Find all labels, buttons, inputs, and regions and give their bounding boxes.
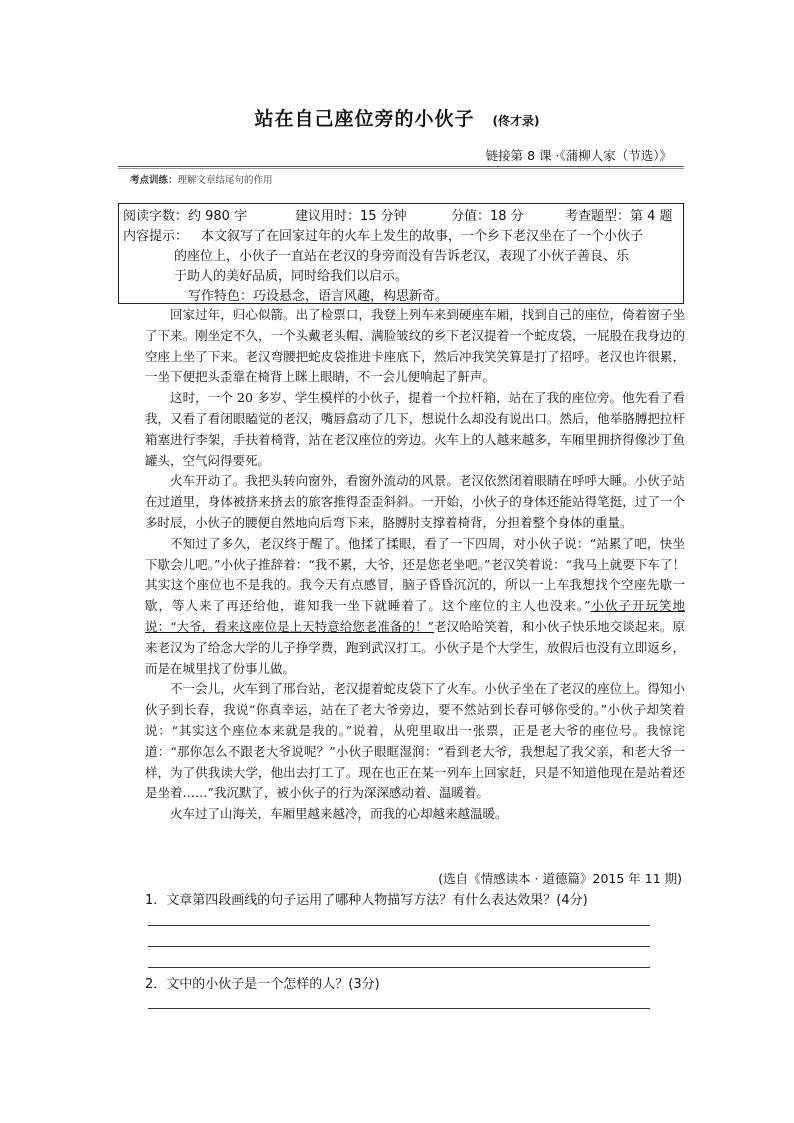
paragraph-2: 这时，一个 20 多岁、学生模样的小伙子，提着一个拉杆箱，站在了我的座位旁。他先看了看我，又看了看闭眼瞌觉的老汉，嘴唇翕动了几下，想说什么却没有说出口。然后，他举胳膊把拉杆箱塞进行李架，手扶着椅背，站在老汉座位的旁边。火车上的人越来越多，车厢里拥挤得像沙丁鱼罐头，空气闷得要死。 — [145, 390, 685, 468]
paragraph-6: 火车过了山海关，车厢里越来越冷，而我的心却越来越温暖。 — [170, 806, 508, 822]
reading-info-box — [118, 203, 684, 304]
paragraph-4-end: 老汉哈哈笑着，和小伙子快乐地交谈起来。原来老汉为了给念大学的儿子挣学费，跑到武汉打工。小伙子是个大学生，放假后也没有立即返乡，而是在城里找了份事儿做。 — [145, 618, 685, 676]
article-body — [145, 305, 685, 825]
article-title: 站在自己座位旁的小伙子 (佟才录) — [254, 108, 540, 130]
summary-line-3: 于助人的美好品质，同时给我们以启示。 — [174, 269, 409, 284]
suggested-time: 建议用时：15 分钟 — [295, 209, 407, 224]
article-author: (佟才录) — [492, 114, 540, 128]
paragraph-5: 不一会儿，火车到了邢台站，老汉提着蛇皮袋下了火车。小伙子坐在了老汉的座位上。得知小伙子到长春，我说“你真幸运，站在了老大爷旁边，要不然站到长春可够你受的。”小伙子却笑着说：“其实这个座位本来就是我的。”说着，从兜里取出一张票，正是老大爷的座位号。我惊诧道：“那你怎么不跟老大爷说呢？”小伙子眼眶湿润：“看到老大爷，我想起了我父亲，和老大爷一样，为了供我读大学，他出去打工了。现在也正在某一列车上回家赶，只是不知道他现在是站着还是坐着……”我沉默了，被小伙子的行为深深感动着、温暖着。 — [145, 681, 685, 801]
header-rule — [118, 166, 684, 167]
score: 分值：18 分 — [451, 209, 524, 224]
question-1: 1．文章第四段画线的句子运用了哪种人物描写方法？有什么表达效果？(4分) — [145, 893, 588, 908]
paragraph-4 — [145, 534, 685, 680]
paragraph-1: 回家过年，归心似箭。出了检票口，我登上列车来到硬座车厢，找到自己的座位，倚着窗子坐了下来。刚坐定不久，一个头戴老头帽、满脸皱纹的乡下老汉提着一个蛇皮袋，一屁股在我身边的空座上坐了下来。老汉弯腰把蛇皮袋推进卡座底下，然后冲我笑笑算是打了招呼。老汉也许很累，一坐下便把头歪靠在椅背上眯上眼睛，不一会儿便响起了鼾声。 — [145, 307, 685, 385]
answer-line[interactable] — [148, 1008, 650, 1009]
summary-line-2: 的座位上，小伙子一直站在老汉的身旁而没有告诉老汉，表现了小伙子善良、乐 — [174, 249, 630, 264]
summary-line-1: 本文叙写了在回家过年的火车上发生的故事，一个乡下老汉坐在了一个小伙子 — [201, 229, 644, 244]
source-citation: (选自《情感读本 · 道德篇》2015 年 11 期) — [438, 871, 682, 886]
question-type: 考查题型：第 4 题 — [565, 209, 673, 224]
word-count: 阅读字数：约 980 字 — [123, 209, 248, 224]
info-row — [123, 205, 679, 225]
paragraph-3: 火车开动了。我把头转向窗外，看窗外流动的风景。老汉依然闭着眼睛在呼呼大睡。小伙子站在过道里，身体被挤来挤去的旅客推得歪歪斜斜。一开始，小伙子的身体还能站得笔挺，过了一个多时辰，小伙子的腰便自然地向后弯下来，胳膊肘支撑着椅背，分担着整个身体的重量。 — [145, 473, 685, 530]
answer-line[interactable] — [148, 967, 650, 968]
paragraph-4-start: 不知过了多久，老汉终于醒了。他揉了揉眼，看了一下四周，对小伙子说：“站累了吧，快坐下歇会儿吧。”小伙子推辞着：“我不累，大爷，还是您老坐吧。”老汉笑着说：“我马上就要下车了！其实这个座位也不是我的。我今天有点感冒，脑子昏昏沉沉的，所以一上车我想找个空座先歇一歇，等人来了再还给他，谁知我一坐下就睡着了。这个座位的主人也没来。” — [145, 535, 685, 614]
skill-bar — [118, 172, 684, 186]
writing-feature: 写作特色：巧设悬念，语言风趣，构思新奇。 — [188, 289, 449, 304]
answer-line[interactable] — [148, 946, 650, 947]
summary-label: 内容提示： — [123, 229, 189, 244]
header-rule-thin — [118, 168, 684, 169]
underlined-sentence: 小伙子开玩笑地说：“大爷，看来这座位是上天特意给您老准备的！” — [145, 598, 685, 634]
question-2: 2．文中的小伙子是一个怎样的人？(3分) — [145, 977, 380, 992]
answer-line[interactable] — [148, 925, 650, 926]
skill-text: 理解文章结尾句的作用 — [177, 175, 273, 186]
skill-label: 考点训练： — [130, 175, 178, 186]
lesson-link: 链接第 8 课 ·《蒲柳人家（节选）》 — [485, 148, 672, 163]
